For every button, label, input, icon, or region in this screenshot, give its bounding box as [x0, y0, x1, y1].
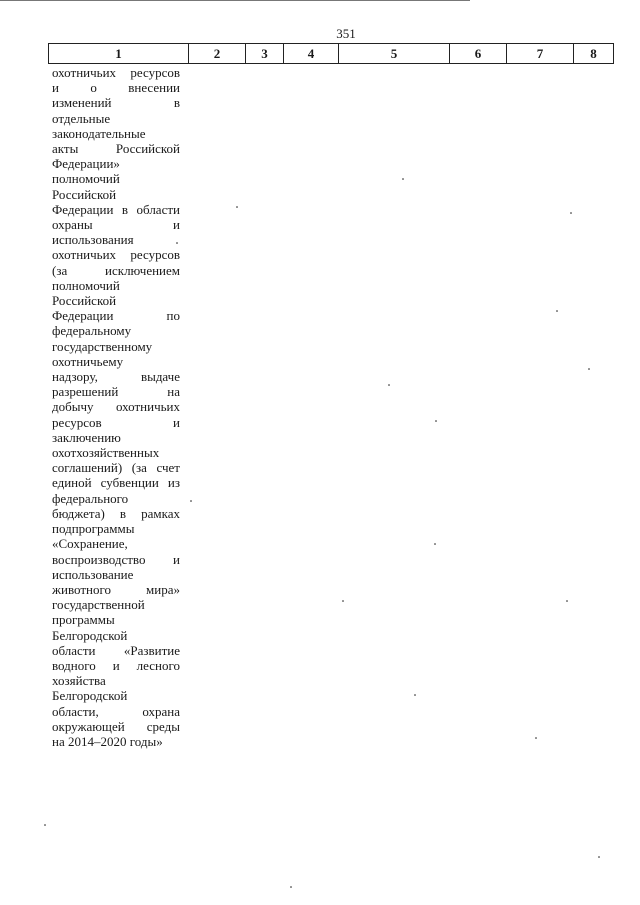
column-header-3: 3: [246, 44, 284, 64]
text-line: соглашений) (за счет: [52, 460, 180, 476]
scan-speck: [414, 694, 416, 696]
column-header-7: 7: [507, 44, 574, 64]
text-line: воспроизводство и: [52, 551, 180, 567]
text-line: области, охрана: [52, 703, 180, 719]
text-line: полномочий: [52, 277, 120, 293]
text-line: (за исключением: [52, 262, 180, 278]
column-header-5: 5: [339, 44, 450, 64]
text-line: водного и лесного: [52, 657, 180, 673]
scan-speck: [435, 420, 437, 422]
text-line: охотничьих ресурсов: [52, 247, 180, 263]
text-line: Российской: [52, 293, 117, 309]
scan-speck: [535, 737, 537, 739]
scan-speck: [290, 886, 292, 888]
scan-speck: [402, 178, 404, 180]
text-line: на 2014–2020 годы»: [52, 733, 163, 749]
text-line: окружающей среды: [52, 718, 180, 734]
scan-speck: [598, 856, 600, 858]
text-line: «Сохранение,: [52, 536, 128, 552]
scan-speck: [570, 212, 572, 214]
text-line: хозяйства: [52, 673, 106, 689]
text-line: законодательные: [52, 125, 146, 141]
column-header-2: 2: [189, 44, 246, 64]
text-line: государственному: [52, 338, 153, 354]
column-header-table: [48, 43, 614, 64]
text-line: использование: [52, 566, 134, 582]
scan-speck: [176, 242, 178, 244]
scan-speck: [342, 600, 344, 602]
text-line: Федерации в области: [52, 201, 180, 217]
text-line: программы: [52, 612, 115, 628]
text-line: Российской: [52, 186, 117, 202]
text-line: охотничьему: [52, 353, 124, 369]
text-line: федерального: [52, 490, 129, 506]
text-line: ресурсов и: [52, 414, 180, 430]
text-line: использования: [52, 232, 134, 248]
text-line: Федерации»: [52, 156, 120, 172]
page-number: [0, 26, 640, 42]
text-line: федеральному: [52, 323, 132, 339]
text-line: животного мира»: [52, 581, 180, 597]
scan-speck: [388, 384, 390, 386]
text-line: Белгородской: [52, 688, 128, 704]
text-line: охраны и: [52, 217, 180, 233]
scan-speck: [556, 310, 558, 312]
scan-speck: [44, 824, 46, 826]
text-line: изменений в: [52, 95, 180, 111]
text-line: Белгородской: [52, 627, 128, 643]
text-line: надзору, выдаче: [52, 369, 180, 385]
text-line: охотничьих ресурсов: [52, 65, 180, 80]
row-description-text: [52, 65, 180, 749]
text-line: государственной: [52, 597, 145, 613]
header-row: [49, 44, 614, 64]
text-line: заключению: [52, 429, 121, 445]
text-line: единой субвенции из: [52, 475, 180, 491]
scan-speck: [190, 500, 192, 502]
scan-speck: [588, 368, 590, 370]
text-line: области «Развитие: [52, 642, 180, 658]
text-line: отдельные: [52, 110, 111, 126]
text-line: полномочий: [52, 171, 120, 187]
column-header-6: 6: [450, 44, 507, 64]
top-edge-rule: [0, 0, 470, 1]
column-header-1: 1: [49, 44, 189, 64]
column-header-4: 4: [284, 44, 339, 64]
text-line: и о внесении: [52, 80, 180, 96]
text-line: охотхозяйственных: [52, 445, 160, 461]
text-line: бюджета) в рамках: [52, 505, 180, 521]
scan-speck: [566, 600, 568, 602]
text-line: Федерации по: [52, 308, 180, 324]
column-header-8: 8: [574, 44, 614, 64]
text-line: подпрограммы: [52, 521, 135, 537]
text-line: акты Российской: [52, 141, 180, 157]
text-line: разрешений на: [52, 384, 180, 400]
scan-speck: [236, 206, 238, 208]
page-number-text: 351: [336, 26, 356, 41]
scan-speck: [434, 543, 436, 545]
text-line: добычу охотничьих: [52, 399, 180, 415]
